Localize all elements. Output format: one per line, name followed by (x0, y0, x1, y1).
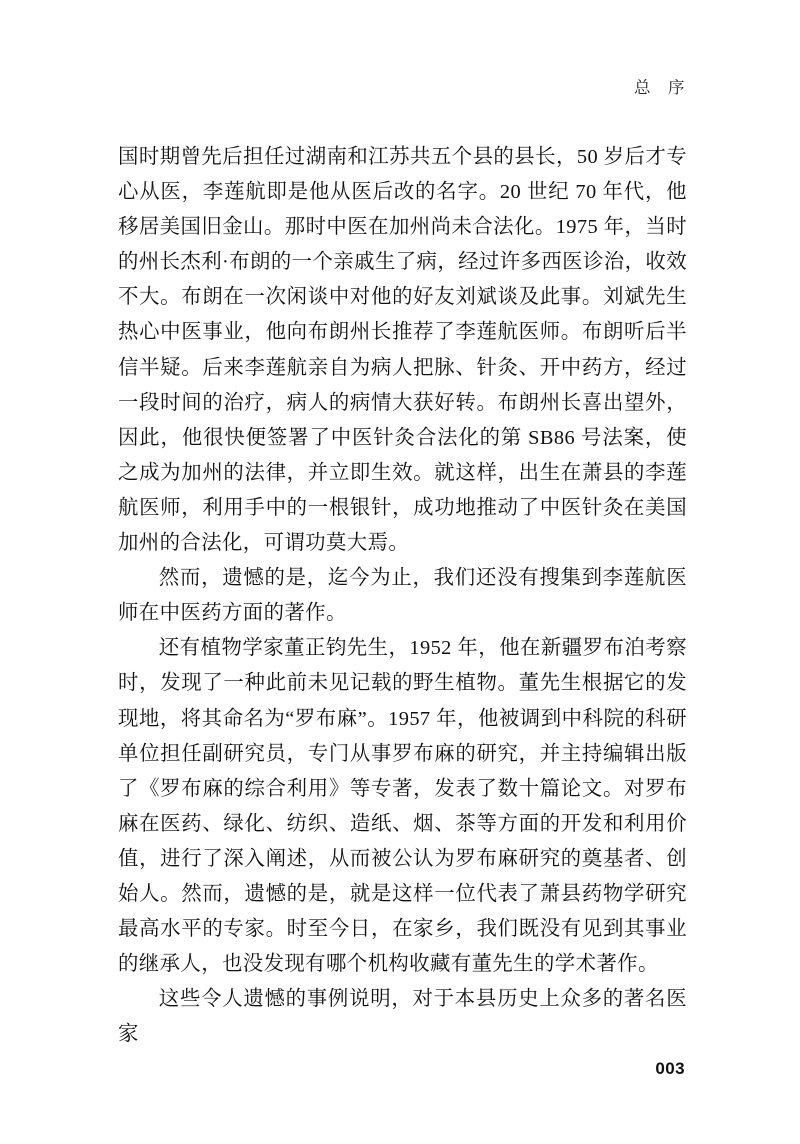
page-number: 003 (655, 1059, 685, 1078)
paragraph: 这些令人遗憾的事例说明，对于本县历史上众多的著名医家 (118, 988, 687, 1046)
running-header: 总 序 (634, 78, 685, 97)
paragraph: 然而，遗憾的是，迄今为止，我们还没有搜集到李莲航医师在中医药方面的著作。 (118, 567, 687, 625)
paragraph: 还有植物学家董正钧先生，1952 年，他在新疆罗布泊考察时，发现了一种此前未见记载的野生植物。董先生根据它的发现地，将其命名为“罗布麻”。1957 年，他被调到中科院的科研单位担任副研究员，专门从事罗布麻的研究，并主持编辑出版了《罗布麻的综合利用》等专著，发表了数十篇论文。对罗布麻在医药、绿化、纺织、造纸、烟、茶等方面的开发和利用价值，进行了深入阐述，从而被公认为罗布麻研究的奠基者、创始人。然而，遗憾的是，就是这样一位代表了萧县药物学研究最高水平的专家。时至今日，在家乡，我们既没有见到其事业的继承人，也没发现有哪个机构收藏有董先生的学术著作。 (118, 637, 687, 976)
body-text-block (118, 140, 687, 1052)
paragraph: 国时期曾先后担任过湖南和江苏共五个县的县长，50 岁后才专心从医，李莲航即是他从医后改的名字。20 世纪 70 年代，他移居美国旧金山。那时中医在加州尚未合法化。1975 年，当时的州长杰利·布朗的一个亲戚生了病，经过许多西医诊治，收效不大。布朗在一次闲谈中对他的好友刘斌谈及此事。刘斌先生热心中医事业，他向布朗州长推荐了李莲航医师。布朗听后半信半疑。后来李莲航亲自为病人把脉、针灸、开中药方，经过一段时间的治疗，病人的病情大获好转。布朗州长喜出望外，因此，他很快便签署了中医针灸合法化的第 SB86 号法案，使之成为加州的法律，并立即生效。就这样，出生在萧县的李莲航医师，利用手中的一根银针，成功地推动了中医针灸在美国加州的合法化，可谓功莫大焉。 (118, 146, 687, 555)
